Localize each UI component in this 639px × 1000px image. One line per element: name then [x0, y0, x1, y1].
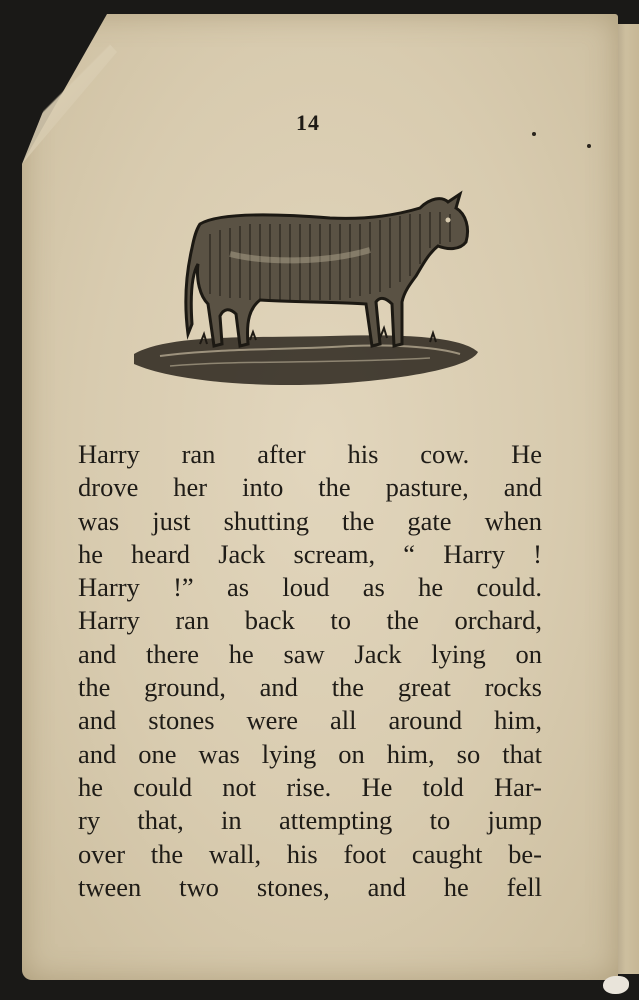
book-page [22, 14, 618, 980]
text-line: drove her into the pasture, and [78, 472, 542, 503]
paper-tear [603, 976, 629, 994]
text-line: was just shutting the gate when [78, 505, 542, 536]
text-line: and one was lying on him, so that [78, 738, 542, 769]
text-line: over the wall, his foot caught be- [78, 838, 542, 869]
text-line: Harry ran after his cow. He [78, 439, 542, 469]
text-line: tween two stones, and he fell [78, 871, 542, 902]
page-number: 14 [296, 110, 320, 135]
text-line: he heard Jack scream, “ Harry ! [78, 538, 542, 569]
ink-speck [587, 144, 591, 148]
text-line: Harry !” as loud as he could. [78, 572, 542, 603]
text-line: and stones were all around him, [78, 705, 542, 736]
text-line: the ground, and the great rocks [78, 672, 542, 703]
cow-woodcut-icon [130, 184, 482, 400]
ink-speck [532, 132, 536, 136]
text-line: Harry ran back to the orchard, [78, 605, 542, 636]
story-text [78, 438, 542, 904]
text-line: and there he saw Jack lying on [78, 638, 542, 669]
facing-page-edge [617, 24, 639, 974]
text-line: he could not rise. He told Har- [78, 771, 542, 802]
text-line: ry that, in attempting to jump [78, 805, 542, 836]
